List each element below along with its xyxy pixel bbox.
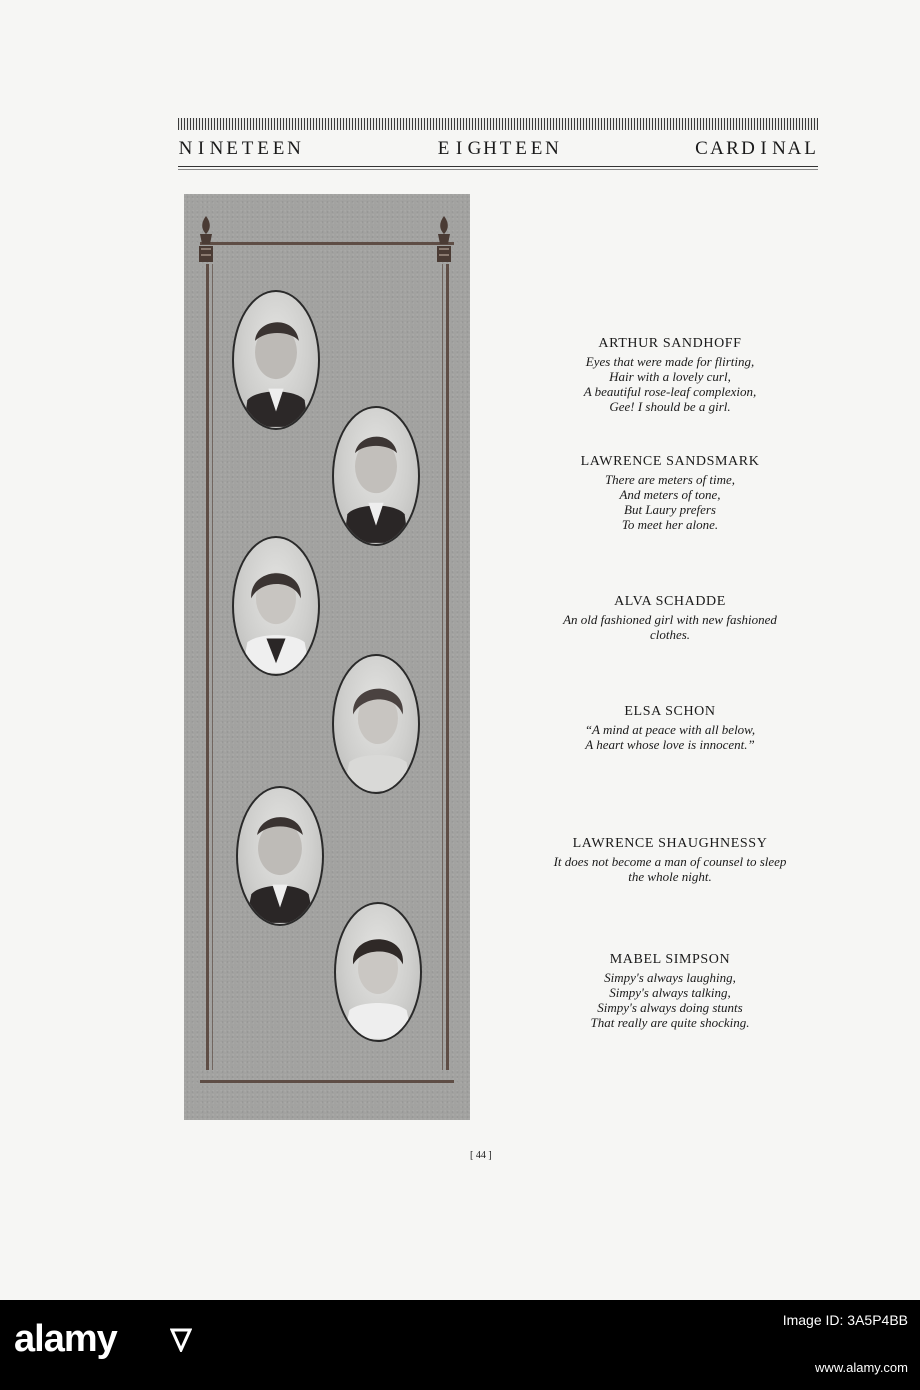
panel-frame-left-inner — [212, 264, 213, 1070]
entry-alva-schadde — [510, 594, 830, 642]
entry-verse — [510, 354, 830, 414]
portrait-lawrence-sandsmark — [332, 406, 420, 546]
running-head-letter: D — [741, 138, 756, 159]
verse-line: Simpy's always laughing, — [604, 970, 736, 985]
alamy-url: www.alamy.com — [815, 1360, 908, 1375]
portrait-panel — [184, 194, 470, 1120]
entry-verse — [510, 612, 830, 642]
entry-verse — [510, 472, 830, 532]
entry-name: LAWRENCE SHAUGHNESSY — [572, 836, 768, 851]
portrait-alva-schadde — [232, 536, 320, 676]
verse-line: Simpy's always talking, — [609, 985, 731, 1000]
running-head-letter: A — [710, 138, 725, 159]
page-number: [ 44 ] — [470, 1150, 492, 1161]
running-head-letter: N — [209, 138, 224, 159]
verse-line: clothes. — [649, 627, 691, 642]
running-head-letter: N — [545, 138, 560, 159]
header-rule — [178, 166, 818, 167]
entry-name: LAWRENCE SANDSMARK — [580, 454, 760, 469]
panel-frame-bottom — [200, 1080, 454, 1083]
running-head-letter: A — [787, 138, 802, 159]
verse-line: That really are quite shocking. — [590, 1015, 750, 1030]
running-head — [178, 136, 818, 162]
running-head-letter: T — [499, 138, 512, 159]
entry-lawrence-shaughnessy — [510, 836, 830, 884]
portrait-arthur-sandhoff — [232, 290, 320, 430]
verse-line: But Laury prefers — [624, 502, 716, 517]
panel-frame-right — [446, 264, 449, 1070]
header-rule-thin — [178, 169, 818, 170]
portrait-elsa-schon — [332, 654, 420, 794]
running-head-word-2 — [436, 138, 560, 160]
entry-verse — [510, 722, 830, 752]
entry-elsa-schon — [510, 704, 830, 752]
verse-line: A beautiful rose-leaf complexion, — [583, 384, 757, 399]
running-head-word-1 — [178, 138, 302, 160]
running-head-letter: R — [726, 138, 740, 159]
running-head-letter: G — [467, 138, 482, 159]
portrait-mabel-simpson — [334, 902, 422, 1042]
image-id-label: Image ID: 3A5P4BB — [782, 1312, 908, 1328]
entry-name: ELSA SCHON — [624, 704, 716, 719]
verse-line: “A mind at peace with all below, — [584, 722, 756, 737]
entry-verse — [510, 854, 830, 884]
running-head-letter: E — [226, 138, 239, 159]
running-head-letter: H — [483, 138, 498, 159]
panel-frame-right-inner — [442, 264, 443, 1070]
entry-verse — [510, 970, 830, 1030]
running-head-letter: E — [530, 138, 543, 159]
verse-line: Hair with a lovely curl, — [609, 369, 731, 384]
running-head-letter: C — [695, 138, 709, 159]
portrait-lawrence-shaughnessy — [236, 786, 324, 926]
entry-mabel-simpson — [510, 952, 830, 1030]
verse-line: Eyes that were made for flirting, — [585, 354, 755, 369]
verse-line: the whole night. — [628, 869, 712, 884]
verse-line: And meters of tone, — [619, 487, 721, 502]
header-ornament-band — [178, 118, 818, 130]
alamy-logo: alamy — [14, 1318, 117, 1360]
verse-line: An old fashioned girl with new fashioned — [563, 612, 777, 627]
verse-line: It does not become a man of counsel to sleep — [553, 854, 787, 869]
alamy-mark-icon — [170, 1326, 192, 1352]
entry-name: ARTHUR SANDHOFF — [598, 336, 742, 351]
running-head-letter: E — [272, 138, 285, 159]
running-head-letter: I — [760, 138, 768, 159]
verse-line: There are meters of time, — [604, 472, 736, 487]
verse-line: To meet her alone. — [621, 517, 719, 532]
running-head-letter: N — [178, 138, 193, 159]
entry-name: MABEL SIMPSON — [609, 952, 731, 967]
running-head-word-3 — [694, 138, 818, 160]
entry-arthur-sandhoff — [510, 336, 830, 414]
entry-name: ALVA SCHADDE — [614, 594, 726, 609]
running-head-letter: T — [241, 138, 254, 159]
panel-frame-left — [206, 264, 209, 1070]
running-head-letter: E — [515, 138, 528, 159]
torch-left-icon — [196, 214, 216, 270]
running-head-letter: I — [455, 138, 463, 159]
torch-right-icon — [434, 214, 454, 270]
verse-line: Gee! I should be a girl. — [609, 399, 731, 414]
running-head-letter: L — [804, 138, 817, 159]
running-head-letter: E — [257, 138, 270, 159]
running-head-letter: E — [437, 138, 450, 159]
running-head-letter: N — [287, 138, 302, 159]
entry-lawrence-sandsmark — [510, 454, 830, 532]
verse-line: Simpy's always doing stunts — [597, 1000, 743, 1015]
running-head-letter: I — [197, 138, 205, 159]
running-head-letter: N — [772, 138, 787, 159]
panel-frame-top — [200, 242, 454, 245]
verse-line: A heart whose love is innocent.” — [585, 737, 755, 752]
